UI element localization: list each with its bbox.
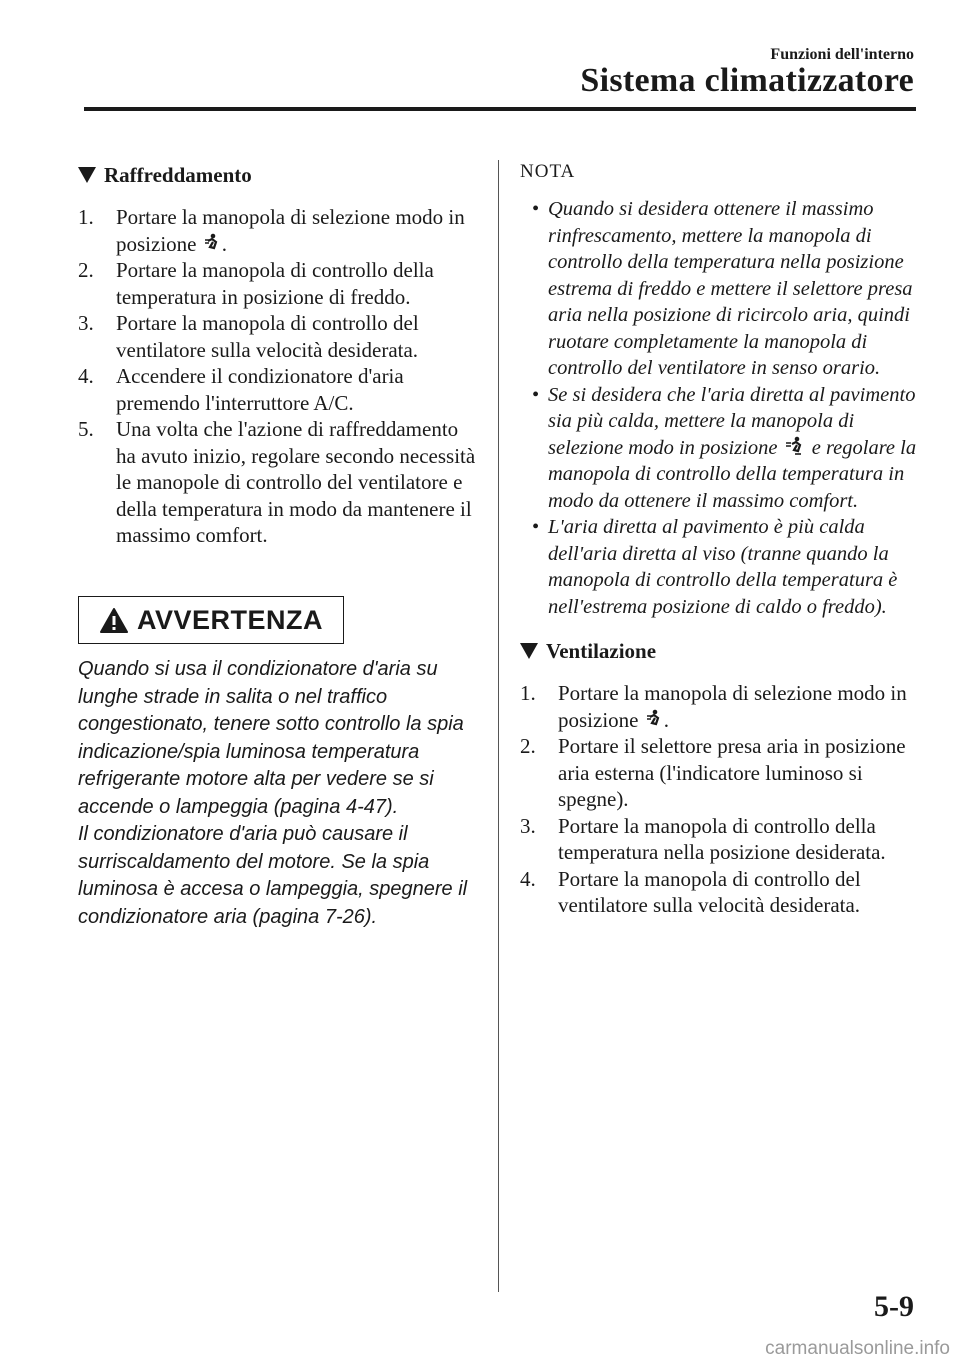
bullet: • [532,516,540,538]
warning-box [78,596,344,644]
cooling-steps-list [78,204,478,549]
face-vent-icon [204,233,220,253]
page-title: Sistema climatizzatore [580,62,914,99]
triangle-bullet-icon [520,643,538,659]
list-item: • L'aria diretta al pavimento è più calda dell'aria diretta al viso (tranne quando la manopola di controllo della temperatura è nell'estrema posizione di caldo o freddo). [532,516,898,618]
nota-list [520,196,920,620]
warning-paragraph: Quando si usa il condizionatore d'aria su lunghe strade in salita o nel traffico congestionato, tenere sotto controllo la spia indicazione/spia luminosa temperatura refrigerante motore alta per vedere se si accende o lampeggia (pagina 4-47). [78,658,464,818]
list-item: 3. Portare la manopola di controllo del ventilatore sulla velocità desiderata. [78,311,419,362]
section-heading-raffreddamento: Raffreddamento [78,160,478,190]
ventilazione-section [520,636,920,919]
bilevel-vent-icon [785,436,805,456]
list-item: 1. Portare la manopola di selezione modo in posizione . [78,205,465,256]
list-item: 2. Portare la manopola di controllo della temperatura in posizione di freddo. [78,258,434,309]
column-divider [498,160,499,1292]
ventilation-steps-list [520,680,920,919]
list-item: 2. Portare il selettore presa aria in posizione aria esterna (l'indicatore luminoso si spegne). [520,734,906,811]
triangle-bullet-icon [78,167,96,183]
bullet: • [532,383,540,406]
list-item: • Quando si desidera ottenere il massimo rinfrescamento, mettere la manopola di controllo della temperatura nella posizione estrema di freddo e mettere il selettore presa aria nella posizione di ricircolo aria, quindi ruotare completamente la manopola di controllo del ventilatore in senso orario. [532,198,913,379]
list-item: • Se si desidera che l'aria diretta al pavimento sia più calda, mettere la manopola di selezione modo in posizione e regolare la manopola di controllo della temperatura in modo da ottenere il massimo comfort. [532,383,917,512]
page-number: 5-9 [874,1290,914,1323]
section-heading-ventilazione: Ventilazione [520,636,920,666]
watermark-link[interactable]: carmanualsonline.info [765,1338,950,1359]
warning-triangle-icon [99,607,129,634]
nota-label: NOTA [520,161,576,182]
list-item: 1. Portare la manopola di selezione modo in posizione . [520,681,907,732]
list-item: 3. Portare la manopola di controllo della temperatura nella posizione desiderata. [520,813,886,864]
bullet: • [532,198,540,220]
warning-text [78,656,498,931]
right-column [520,160,920,919]
left-column [78,160,478,549]
face-vent-icon [646,709,662,729]
warning-paragraph: Il condizionatore d'aria può causare il surriscaldamento del motore. Se la spia luminosa è accesa o lampeggia, spegnere il condizionatore aria (pagina 7-26). [78,823,468,928]
list-item: 4. Portare la manopola di controllo del ventilatore sulla velocità desiderata. [520,866,861,917]
header-section-label: Funzioni dell'interno [770,46,914,63]
list-item: 4. Accendere il condizionatore d'aria premendo l'interruttore A/C. [78,364,404,415]
header-divider [84,107,916,111]
warning-label: AVVERTENZA [136,604,323,635]
list-item: 5. Una volta che l'azione di raffreddamento ha avuto inizio, regolare secondo necessità le manopole di controllo del ventilatore e della temperatura in modo da mantenere il massimo comfort. [78,417,476,547]
